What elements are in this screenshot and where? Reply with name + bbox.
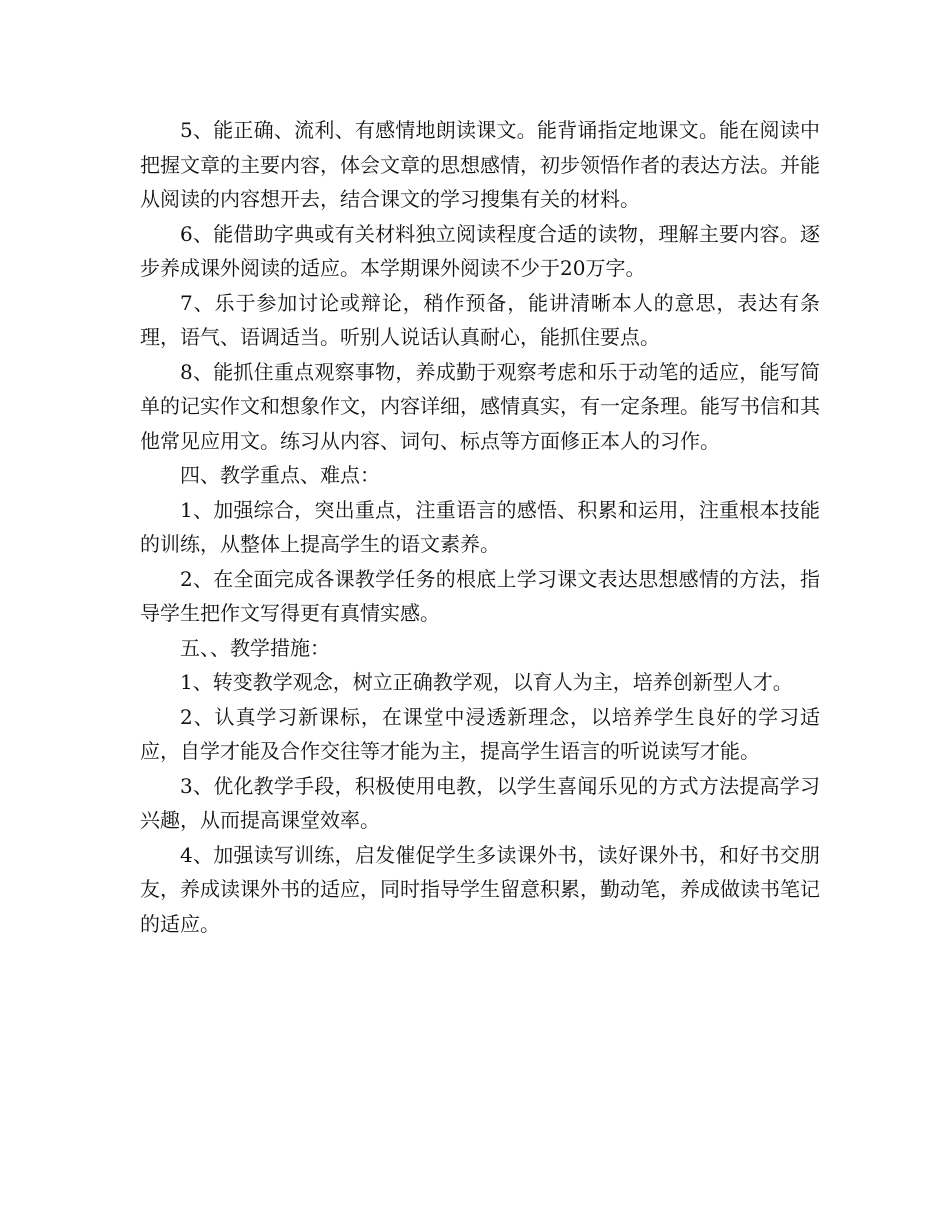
- section-heading-key-points: 四、教学重点、难点：: [180, 463, 380, 487]
- paragraph-measure-3: 3、优化教学手段，积极使用电教，以学生喜闻乐见的方式方法提高学习兴趣，从而提高课堂效率。: [140, 773, 820, 832]
- paragraph-goal-7: 7、乐于参加讨论或辩论，稍作预备，能讲清晰本人的意思，表达有条理，语气、语调适当。听别人说话认真耐心，能抓住要点。: [140, 290, 820, 349]
- section-heading-measures: 五、、教学措施：: [180, 635, 330, 660]
- paragraph-measure-1: 1、转变教学观念，树立正确教学观，以育人为主，培养创新型人才。: [180, 670, 793, 694]
- paragraph-goal-6: 6、能借助字典或有关材料独立阅读程度合适的读物，理解主要内容。逐步养成课外阅读的适应。本学期课外阅读不少于20万字。: [140, 221, 820, 280]
- document-body: [140, 113, 820, 941]
- paragraph-measure-4: 4、加强读写训练，启发催促学生多读课外书，读好课外书，和好书交朋友，养成读课外书的适应，同时指导学生留意积累，勤动笔，养成做读书笔记的适应。: [140, 842, 820, 936]
- paragraph-key-point-1: 1、加强综合，突出重点，注重语言的感悟、积累和运用，注重根本技能的训练，从整体上提高学生的语文素养。: [140, 497, 820, 556]
- paragraph-goal-5: 5、能正确、流利、有感情地朗读课文。能背诵指定地课文。能在阅读中把握文章的主要内容，体会文章的思想感情，初步领悟作者的表达方法。并能从阅读的内容想开去，结合课文的学习搜集有关的材料。: [140, 118, 820, 211]
- paragraph-measure-2: 2、认真学习新课标，在课堂中浸透新理念，以培养学生良好的学习适应，自学才能及合作交往等才能为主，提高学生语言的听说读写才能。: [140, 704, 820, 763]
- paragraph-key-point-2: 2、在全面完成各课教学任务的根底上学习课文表达思想感情的方法，指导学生把作文写得更有真情实感。: [140, 566, 820, 625]
- paragraph-goal-8: 8、能抓住重点观察事物，养成勤于观察考虑和乐于动笔的适应，能写简单的记实作文和想象作文，内容详细，感情真实，有一定条理。能写书信和其他常见应用文。练习从内容、词句、标点等方面修正本人的习作。: [140, 359, 820, 453]
